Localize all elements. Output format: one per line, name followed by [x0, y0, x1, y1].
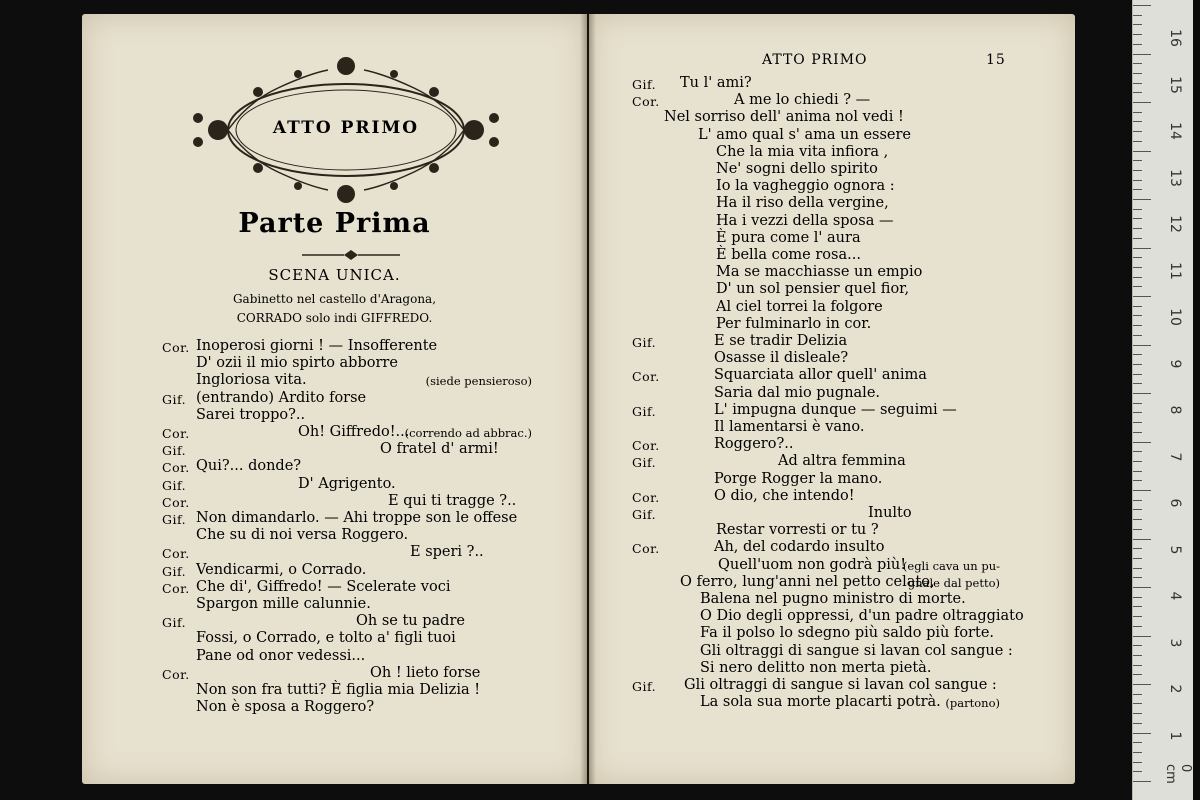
- verse-line: A me lo chiedi ? —: [734, 92, 871, 109]
- verse-line: Squarciata allor quell' anima: [714, 367, 927, 384]
- verse-line: Restar vorresti or tu ?: [716, 522, 879, 539]
- ruler-tick: [1133, 63, 1142, 64]
- ruler-tick: [1133, 102, 1151, 103]
- ruler-tick: [1133, 170, 1142, 171]
- ruler-tick: [1133, 606, 1142, 607]
- ruler-tick: [1133, 577, 1142, 578]
- verse-line: L' amo qual s' ama un essere: [698, 126, 911, 143]
- ruler-tick: [1133, 228, 1142, 229]
- verse-line: Quell'uom non godrà più!: [718, 556, 907, 573]
- verse-line: Sarei troppo?..: [196, 406, 306, 423]
- verse-line: Inulto: [868, 505, 912, 521]
- verse-line: D' un sol pensier quel fior,: [716, 281, 910, 298]
- ruler-tick: [1133, 306, 1142, 307]
- speaker-label: Gif.: [632, 679, 657, 694]
- verse-line: È pura come l' aura: [716, 229, 861, 246]
- verse-line: Tu l' ami?: [680, 75, 752, 91]
- ruler-number: 7: [1167, 452, 1183, 461]
- ruler-number: 8: [1167, 405, 1183, 415]
- ornament-title: ATTO PRIMO: [272, 118, 420, 138]
- verse-line: Inoperosi giorni ! — Insofferente: [196, 338, 438, 354]
- speaker-label: Gif.: [162, 443, 187, 459]
- ruler-tick: [1133, 626, 1142, 627]
- verse-line: L' impugna dunque — seguimi —: [714, 401, 957, 418]
- speaker-label: Cor.: [632, 541, 660, 557]
- ruler-tick: [1133, 315, 1142, 316]
- ruler-tick: [1133, 354, 1142, 355]
- verse-line: Che di', Giffredo! — Scelerate voci: [196, 578, 451, 595]
- ruler-tick: [1133, 160, 1142, 161]
- ruler-tick: [1133, 257, 1142, 258]
- ruler-tick: [1133, 286, 1142, 287]
- ruler-tick: [1133, 345, 1151, 346]
- ruler-number: 16: [1167, 29, 1183, 47]
- ruler-tick: [1133, 34, 1142, 35]
- stage-direction: (partono): [945, 696, 1000, 711]
- verse-line: E speri ?..: [410, 544, 484, 561]
- speaker-label: Cor.: [162, 426, 190, 441]
- verse-line: Spargon mille calunnie.: [196, 596, 371, 612]
- ruler-tick: [1133, 471, 1142, 472]
- verse-line: Ah, del codardo insulto: [714, 539, 885, 556]
- verse-line: Fa il polso lo sdegno più saldo più forte.: [700, 625, 995, 642]
- verse-line: E se tradir Delizia: [714, 333, 848, 349]
- ruler-tick: [1133, 597, 1142, 598]
- verse-line: Il lamentarsi è vano.: [714, 419, 865, 435]
- verse-line: Saria dal mio pugnale.: [714, 384, 881, 401]
- ruler-tick: [1133, 548, 1142, 549]
- ruler-number: 10: [1167, 308, 1183, 326]
- ruler-tick: [1133, 374, 1142, 375]
- verse-line: Gli oltraggi di sangue si lavan col sangue :: [684, 677, 997, 693]
- speaker-label: Cor.: [632, 94, 660, 110]
- ruler-tick: [1133, 73, 1142, 74]
- verse-line: La sola sua morte placarti potrà.: [700, 694, 941, 711]
- speaker-label: Cor.: [632, 438, 660, 454]
- book-gutter: [580, 14, 596, 784]
- ruler-tick: [1133, 529, 1142, 530]
- ruler-unit: 0 cm: [1163, 764, 1193, 784]
- ruler-number: 13: [1167, 168, 1183, 187]
- verse-line: Ad altra femmina: [778, 453, 906, 470]
- verse-line: O dio, che intendo!: [714, 487, 855, 504]
- ruler-tick: [1133, 442, 1151, 443]
- ruler-tick: [1133, 296, 1151, 297]
- ruler-tick: [1133, 83, 1142, 84]
- verse-line: D' ozii il mio spirto abborre: [196, 355, 398, 372]
- ruler-tick: [1133, 199, 1151, 200]
- verse-line: Ma se macchiasse un empio: [716, 264, 923, 281]
- verse-line: Roggero?..: [714, 436, 794, 453]
- scene-title: SCENA UNICA.: [268, 266, 401, 284]
- speaker-label: Gif.: [162, 512, 187, 527]
- ruler-tick: [1133, 54, 1151, 55]
- verse-line: È bella come rosa...: [716, 247, 861, 263]
- verse-line: Oh se tu padre: [356, 613, 465, 630]
- measuring-ruler: [1132, 0, 1193, 800]
- ruler-tick: [1133, 267, 1142, 268]
- verse-line: Si nero delitto non merta pietà.: [700, 659, 932, 676]
- verse-line: Non dimandarlo. — Ahi troppe son le offese: [196, 510, 518, 526]
- speaker-label: Gif.: [162, 477, 187, 493]
- ruler-tick: [1133, 141, 1142, 142]
- ruler-tick: [1133, 422, 1142, 423]
- stage-direction: gnale dal petto): [907, 575, 1000, 590]
- verse-line: Oh ! lieto forse: [370, 664, 481, 681]
- verse-line: Gli oltraggi di sangue si lavan col sangue :: [700, 642, 1013, 659]
- ruler-tick: [1133, 432, 1142, 433]
- verse-line: O Dio degli oppressi, d'un padre oltraggiato: [700, 608, 1024, 625]
- ruler-number: 2: [1167, 684, 1183, 694]
- page-number: 15: [986, 52, 1006, 68]
- stage-direction: (egli cava un pu-: [902, 558, 1000, 573]
- verse-line: Che la mia vita infiora ,: [716, 143, 889, 160]
- verse-line: Ingloriosa vita.: [196, 372, 307, 389]
- scene-characters: CORRADO solo indi GIFFREDO.: [236, 311, 433, 325]
- speaker-label: Cor.: [632, 489, 660, 505]
- ruler-tick: [1133, 189, 1142, 190]
- ruler-tick: [1133, 131, 1142, 132]
- verse-line: Ha i vezzi della sposa —: [716, 212, 894, 229]
- ruler-tick: [1133, 742, 1142, 743]
- ruler-tick: [1133, 674, 1142, 675]
- ruler-tick: [1133, 403, 1142, 404]
- ruler-tick: [1133, 480, 1142, 481]
- ruler-tick: [1133, 412, 1142, 413]
- speaker-label: Cor.: [632, 369, 660, 385]
- speaker-label: Gif.: [162, 391, 187, 407]
- scene-setting: Gabinetto nel castello d'Aragona,: [232, 292, 437, 306]
- ruler-tick: [1133, 277, 1142, 278]
- stage-direction: (siede pensieroso): [425, 374, 532, 389]
- ruler-tick: [1133, 490, 1151, 491]
- speaker-label: Gif.: [632, 335, 657, 350]
- ruler-number: 14: [1167, 122, 1183, 140]
- ruler-tick: [1133, 364, 1142, 365]
- speaker-label: Cor.: [162, 494, 190, 510]
- ruler-tick: [1133, 180, 1142, 181]
- speaker-label: Gif.: [632, 455, 657, 471]
- ruler-tick: [1133, 713, 1142, 714]
- ruler-tick: [1133, 92, 1142, 93]
- verse-line: E qui ti tragge ?..: [388, 492, 517, 509]
- speaker-label: Gif.: [632, 507, 657, 522]
- ruler-tick: [1133, 723, 1142, 724]
- ruler-tick: [1133, 151, 1151, 152]
- ruler-tick: [1133, 616, 1142, 617]
- verse-line: O ferro, lung'anni nel petto celato,: [680, 573, 935, 590]
- ruler-tick: [1133, 752, 1142, 753]
- speaker-label: Gif.: [632, 77, 657, 92]
- ruler-tick: [1133, 558, 1142, 559]
- verse-line: Vendicarmi, o Corrado.: [196, 561, 367, 578]
- ruler-tick: [1133, 335, 1142, 336]
- ruler-tick: [1133, 500, 1142, 501]
- speaker-label: Gif.: [162, 615, 187, 631]
- ruler-tick: [1133, 325, 1142, 326]
- ruler-tick: [1133, 771, 1142, 772]
- ruler-number: 6: [1167, 498, 1183, 508]
- ruler-tick: [1133, 393, 1151, 394]
- ruler-tick: [1133, 694, 1142, 695]
- ruler-tick: [1133, 684, 1151, 685]
- verse-line: Pane od onor vedessi...: [196, 647, 366, 664]
- verse-line: Non è sposa a Roggero?: [196, 699, 375, 716]
- verse-line: Porge Rogger la mano.: [714, 470, 883, 487]
- ruler-tick: [1133, 655, 1142, 656]
- speaker-label: Cor.: [162, 340, 190, 355]
- verse-line: Io la vagheggio ognora :: [716, 178, 895, 195]
- verse-line: Osasse il disleale?: [714, 350, 849, 367]
- verse-line: (entrando) Ardito forse: [196, 389, 367, 406]
- speaker-label: Cor.: [162, 460, 190, 476]
- ruler-number: 15: [1167, 75, 1183, 94]
- speaker-label: Cor.: [162, 580, 190, 596]
- running-header: ATTO PRIMO: [762, 52, 868, 68]
- verse-line: Al ciel torrei la folgore: [716, 298, 883, 315]
- ruler-number: 4: [1167, 591, 1183, 601]
- speaker-label: Gif.: [162, 563, 187, 579]
- speaker-label: Cor.: [162, 546, 190, 562]
- ruler-tick: [1133, 762, 1142, 763]
- flourish-divider-icon: [300, 248, 402, 262]
- verse-line: Nel sorriso dell' anima nol vedi !: [664, 109, 904, 126]
- ruler-tick: [1133, 248, 1151, 249]
- verse-line: Che su di noi versa Roggero.: [196, 527, 409, 544]
- ruler-tick: [1133, 5, 1151, 6]
- verse-line: Balena nel pugno ministro di morte.: [700, 591, 966, 607]
- verse-line: Ne' sogni dello spirito: [716, 161, 878, 177]
- ruler-tick: [1133, 112, 1142, 113]
- ruler-number: 9: [1167, 359, 1183, 368]
- verse-line: Fossi, o Corrado, e tolto a' figli tuoi: [196, 630, 456, 647]
- verse-line: O fratel d' armi!: [380, 441, 499, 458]
- ruler-number: 3: [1167, 638, 1183, 647]
- ruler-tick: [1133, 509, 1142, 510]
- verse-line: Ha il riso della vergine,: [716, 195, 889, 212]
- ruler-number: 11: [1167, 261, 1183, 280]
- part-title: Parte Prima: [238, 208, 431, 239]
- ruler-tick: [1133, 539, 1151, 540]
- ruler-number: 1: [1167, 731, 1183, 740]
- ruler-tick: [1133, 781, 1151, 782]
- stage-direction: (correndo ad abbrac.): [404, 426, 532, 440]
- ruler-tick: [1133, 568, 1142, 569]
- ruler-tick: [1133, 733, 1151, 734]
- verse-line: Oh! Giffredo!...: [298, 424, 410, 440]
- ruler-tick: [1133, 645, 1142, 646]
- ruler-number: 5: [1167, 545, 1183, 554]
- ruler-tick: [1133, 665, 1142, 666]
- verse-line: Non son fra tutti? È figlia mia Delizia !: [196, 682, 481, 698]
- ruler-tick: [1133, 209, 1142, 210]
- ruler-tick: [1133, 24, 1142, 25]
- ruler-tick: [1133, 15, 1142, 16]
- ruler-tick: [1133, 519, 1142, 520]
- speaker-label: Gif.: [632, 403, 657, 419]
- speaker-label: Cor.: [162, 666, 190, 682]
- ruler-tick: [1133, 461, 1142, 462]
- verse-line: Per fulminarlo in cor.: [716, 315, 872, 332]
- ruler-tick: [1133, 238, 1142, 239]
- ruler-tick: [1133, 44, 1142, 45]
- ruler-tick: [1133, 218, 1142, 219]
- ruler-number: 12: [1167, 215, 1183, 233]
- ruler-tick: [1133, 121, 1142, 122]
- verse-line: D' Agrigento.: [298, 475, 396, 492]
- ruler-tick: [1133, 587, 1151, 588]
- verse-line: Qui?... donde?: [196, 458, 302, 475]
- ruler-tick: [1133, 451, 1142, 452]
- ruler-tick: [1133, 703, 1142, 704]
- ruler-tick: [1133, 636, 1151, 637]
- ruler-tick: [1133, 383, 1142, 384]
